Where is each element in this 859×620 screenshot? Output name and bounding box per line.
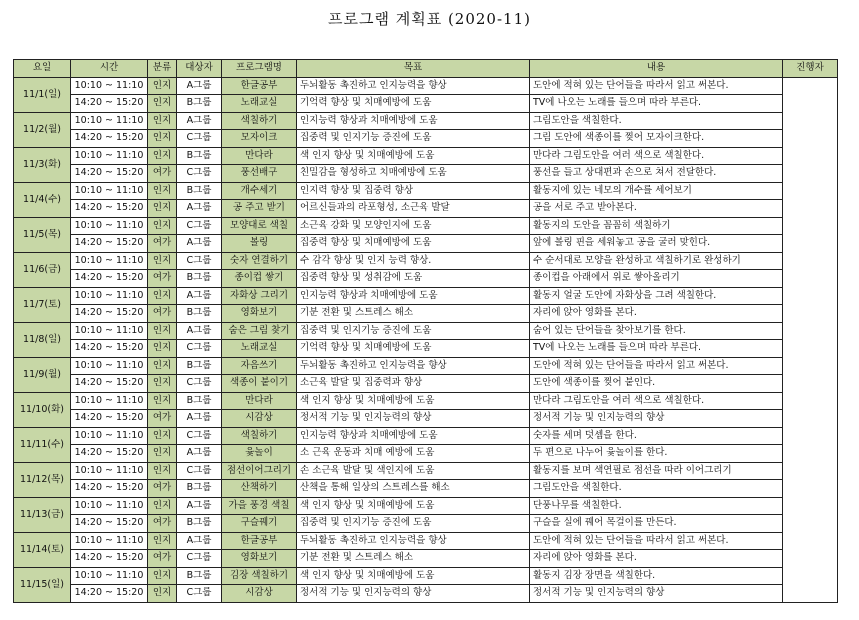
program-cell: 볼링 [222,235,297,253]
content-cell: 만다라 그림도안을 여러 색으로 색칠한다. [530,147,783,165]
header-goal: 목표 [297,60,530,78]
goal-cell: 정서적 기능 및 인지능력의 향상 [297,410,530,428]
program-cell: 영화보기 [222,550,297,568]
group-cell: A그룹 [177,77,222,95]
time-cell: 14:20 ~ 15:20 [71,585,148,603]
time-cell: 10:10 ~ 11:10 [71,427,148,445]
type-cell: 여가 [148,270,177,288]
content-cell: 두 편으로 나누어 윷놀이를 한다. [530,445,783,463]
goal-cell: 소근육 강화 및 모양인지에 도움 [297,217,530,235]
table-row [14,410,838,428]
type-cell: 인지 [148,130,177,148]
type-cell: 인지 [148,357,177,375]
table-row [14,427,838,445]
group-cell: A그룹 [177,497,222,515]
type-cell: 인지 [148,252,177,270]
goal-cell: 인지력 향상 및 집중력 향상 [297,182,530,200]
group-cell: C그룹 [177,165,222,183]
type-cell: 여가 [148,410,177,428]
goal-cell: 수 감각 향상 및 인지 능력 향상. [297,252,530,270]
group-cell: B그룹 [177,182,222,200]
type-cell: 여가 [148,480,177,498]
group-cell: C그룹 [177,375,222,393]
type-cell: 여가 [148,235,177,253]
type-cell: 인지 [148,427,177,445]
group-cell: C그룹 [177,462,222,480]
type-cell: 인지 [148,340,177,358]
program-cell: 산책하기 [222,480,297,498]
group-cell: A그룹 [177,287,222,305]
day-cell: 11/11(수) [14,427,71,462]
program-cell: 자음쓰기 [222,357,297,375]
content-cell: 공을 서로 주고 받아본다. [530,200,783,218]
time-cell: 14:20 ~ 15:20 [71,550,148,568]
header-type: 분류 [148,60,177,78]
goal-cell: 인지능력 향상과 치매예방에 도움 [297,112,530,130]
program-cell: 영화보기 [222,305,297,323]
day-cell: 11/10(화) [14,392,71,427]
type-cell: 인지 [148,182,177,200]
content-cell: 풍선을 들고 상대편과 손으로 쳐서 전달한다. [530,165,783,183]
type-cell: 여가 [148,165,177,183]
time-cell: 10:10 ~ 11:10 [71,532,148,550]
time-cell: 14:20 ~ 15:20 [71,340,148,358]
content-cell: 정서적 기능 및 인지능력의 향상 [530,410,783,428]
content-cell: TV에 나오는 노래를 들으며 따라 부른다. [530,340,783,358]
day-cell: 11/2(월) [14,112,71,147]
type-cell: 인지 [148,445,177,463]
group-cell: C그룹 [177,585,222,603]
type-cell: 인지 [148,147,177,165]
goal-cell: 소근육 발달 및 집중력과 향상 [297,375,530,393]
day-cell: 11/12(목) [14,462,71,497]
time-cell: 10:10 ~ 11:10 [71,112,148,130]
time-cell: 14:20 ~ 15:20 [71,235,148,253]
time-cell: 10:10 ~ 11:10 [71,357,148,375]
time-cell: 14:20 ~ 15:20 [71,130,148,148]
content-cell: 정서적 기능 및 인지능력의 향상 [530,585,783,603]
group-cell: B그룹 [177,147,222,165]
header-row [14,60,838,78]
program-cell: 시감상 [222,585,297,603]
type-cell: 인지 [148,95,177,113]
type-cell: 인지 [148,392,177,410]
day-cell: 11/13(금) [14,497,71,532]
group-cell: B그룹 [177,567,222,585]
content-cell: 구슬을 실에 꿰어 목걸이를 만든다. [530,515,783,533]
goal-cell: 인지능력 향상과 치매예방에 도움 [297,427,530,445]
table-row [14,217,838,235]
program-cell: 개수세기 [222,182,297,200]
time-cell: 14:20 ~ 15:20 [71,95,148,113]
program-cell: 모자이크 [222,130,297,148]
time-cell: 14:20 ~ 15:20 [71,305,148,323]
type-cell: 인지 [148,322,177,340]
type-cell: 인지 [148,112,177,130]
day-cell: 11/7(토) [14,287,71,322]
time-cell: 14:20 ~ 15:20 [71,445,148,463]
group-cell: A그룹 [177,200,222,218]
program-cell: 모양대로 색칠 [222,217,297,235]
goal-cell: 집중력 향상 및 치매예방에 도움 [297,235,530,253]
program-cell: 한글공부 [222,532,297,550]
table-row [14,287,838,305]
group-cell: C그룹 [177,130,222,148]
table-row [14,532,838,550]
goal-cell: 손 소근육 발달 및 색인지에 도움 [297,462,530,480]
table-row [14,235,838,253]
goal-cell: 산책을 통해 일상의 스트레스를 해소 [297,480,530,498]
table-row [14,392,838,410]
table-row [14,112,838,130]
program-cell: 공 주고 받기 [222,200,297,218]
program-cell: 점선이어그리기 [222,462,297,480]
group-cell: B그룹 [177,357,222,375]
time-cell: 14:20 ~ 15:20 [71,165,148,183]
program-cell: 자화상 그리기 [222,287,297,305]
time-cell: 10:10 ~ 11:10 [71,287,148,305]
table-row [14,515,838,533]
time-cell: 10:10 ~ 11:10 [71,567,148,585]
content-cell: 활동지의 도안을 꼼꼼히 색칠하기 [530,217,783,235]
table-row [14,375,838,393]
group-cell: A그룹 [177,112,222,130]
program-cell: 색칠하기 [222,112,297,130]
goal-cell: 색 인지 향상 및 치매예방에 도움 [297,567,530,585]
content-cell: 도안에 적혀 있는 단어들을 따라서 읽고 써본다. [530,357,783,375]
type-cell: 인지 [148,462,177,480]
program-cell: 구슬꿰기 [222,515,297,533]
program-cell: 윷놀이 [222,445,297,463]
table-row [14,270,838,288]
content-cell: 활동지를 보며 색연필로 점선을 따라 이어그리기 [530,462,783,480]
day-cell: 11/4(수) [14,182,71,217]
time-cell: 10:10 ~ 11:10 [71,322,148,340]
time-cell: 14:20 ~ 15:20 [71,410,148,428]
content-cell: 자리에 앉아 영화를 본다. [530,305,783,323]
table-row [14,147,838,165]
content-cell: 단풍나무를 색칠한다. [530,497,783,515]
goal-cell: 집중력 향상 및 성취감에 도움 [297,270,530,288]
time-cell: 14:20 ~ 15:20 [71,515,148,533]
header-group: 대상자 [177,60,222,78]
group-cell: C그룹 [177,340,222,358]
table-row [14,445,838,463]
content-cell: 앞에 볼링 핀을 세워놓고 공을 굴러 맞힌다. [530,235,783,253]
type-cell: 인지 [148,567,177,585]
goal-cell: 기억력 향상 및 치매예방에 도움 [297,340,530,358]
table-row [14,480,838,498]
time-cell: 10:10 ~ 11:10 [71,462,148,480]
group-cell: B그룹 [177,515,222,533]
program-cell: 한글공부 [222,77,297,95]
program-cell: 김장 색칠하기 [222,567,297,585]
leader-cell [783,77,838,602]
goal-cell: 집중력 및 인지기능 증진에 도움 [297,515,530,533]
goal-cell: 집중력 및 인지기능 증진에 도움 [297,130,530,148]
day-cell: 11/6(금) [14,252,71,287]
table-row [14,497,838,515]
goal-cell: 두뇌활동 촉진하고 인지능력을 향상 [297,77,530,95]
time-cell: 14:20 ~ 15:20 [71,480,148,498]
day-cell: 11/5(목) [14,217,71,252]
content-cell: 활동지에 있는 네모의 개수를 세어보기 [530,182,783,200]
time-cell: 10:10 ~ 11:10 [71,217,148,235]
program-cell: 노래교실 [222,340,297,358]
program-cell: 만다라 [222,392,297,410]
content-cell: 자리에 앉아 영화를 본다. [530,550,783,568]
table-row [14,305,838,323]
program-cell: 색종이 붙이기 [222,375,297,393]
type-cell: 인지 [148,585,177,603]
content-cell: 그림 도안에 색종이를 찢어 모자이크한다. [530,130,783,148]
header-leader: 진행자 [783,60,838,78]
goal-cell: 친밀감을 형성하고 치매예방에 도움 [297,165,530,183]
group-cell: C그룹 [177,427,222,445]
group-cell: B그룹 [177,305,222,323]
table-row [14,357,838,375]
table-row [14,165,838,183]
program-cell: 종이컵 쌓기 [222,270,297,288]
type-cell: 인지 [148,375,177,393]
table-row [14,182,838,200]
time-cell: 14:20 ~ 15:20 [71,375,148,393]
page-title: 프로그램 계획표 (2020-11) [327,10,531,28]
type-cell: 여가 [148,515,177,533]
time-cell: 14:20 ~ 15:20 [71,270,148,288]
goal-cell: 색 인지 향상 및 치매예방에 도움 [297,147,530,165]
content-cell: 도안에 적혀 있는 단어들을 따라서 읽고 써본다. [530,532,783,550]
table-row [14,550,838,568]
group-cell: C그룹 [177,217,222,235]
table-row [14,322,838,340]
table-row [14,567,838,585]
group-cell: A그룹 [177,235,222,253]
header-content: 내용 [530,60,783,78]
goal-cell: 집중력 및 인지기능 증진에 도움 [297,322,530,340]
goal-cell: 색 인지 향상 및 치매예방에 도움 [297,392,530,410]
day-cell: 11/1(일) [14,77,71,112]
type-cell: 인지 [148,77,177,95]
type-cell: 여가 [148,305,177,323]
program-cell: 노래교실 [222,95,297,113]
content-cell: 숫자를 세며 덧셈을 한다. [530,427,783,445]
group-cell: A그룹 [177,410,222,428]
program-cell: 가을 풍경 색칠 [222,497,297,515]
program-cell: 색칠하기 [222,427,297,445]
group-cell: B그룹 [177,392,222,410]
table-row [14,340,838,358]
content-cell: 종이컵을 아래에서 위로 쌓아올리기 [530,270,783,288]
goal-cell: 두뇌활동 촉진하고 인지능력을 향상 [297,357,530,375]
type-cell: 인지 [148,287,177,305]
time-cell: 10:10 ~ 11:10 [71,497,148,515]
group-cell: B그룹 [177,95,222,113]
group-cell: A그룹 [177,445,222,463]
table-row [14,200,838,218]
type-cell: 인지 [148,200,177,218]
header-day: 요일 [14,60,71,78]
day-cell: 11/8(일) [14,322,71,357]
goal-cell: 두뇌활동 촉진하고 인지능력을 향상 [297,532,530,550]
goal-cell: 색 인지 향상 및 치매예방에 도움 [297,497,530,515]
content-cell: 활동지 김장 장면을 색칠한다. [530,567,783,585]
content-cell: 도안에 적혀 있는 단어들을 따라서 읽고 써본다. [530,77,783,95]
header-program: 프로그램명 [222,60,297,78]
content-cell: 활동지 얼굴 도안에 자화상을 그려 색칠한다. [530,287,783,305]
time-cell: 14:20 ~ 15:20 [71,200,148,218]
table-row [14,77,838,95]
goal-cell: 소 근육 운동과 치매 예방에 도움 [297,445,530,463]
content-cell: 도안에 색종이를 찢어 붙인다. [530,375,783,393]
type-cell: 인지 [148,497,177,515]
table-row [14,462,838,480]
table-row [14,252,838,270]
group-cell: A그룹 [177,322,222,340]
group-cell: B그룹 [177,270,222,288]
content-cell: 그림도안을 색칠한다. [530,112,783,130]
program-cell: 풍선배구 [222,165,297,183]
time-cell: 10:10 ~ 11:10 [71,392,148,410]
goal-cell: 정서적 기능 및 인지능력의 향상 [297,585,530,603]
header-time: 시간 [71,60,148,78]
table-row [14,130,838,148]
goal-cell: 인지능력 향상과 치매예방에 도움 [297,287,530,305]
content-cell: 그림도안을 색칠한다. [530,480,783,498]
content-cell: 숨어 있는 단어들을 찾아보기를 한다. [530,322,783,340]
content-cell: 만다라 그림도안을 여러 색으로 색칠한다. [530,392,783,410]
type-cell: 인지 [148,217,177,235]
day-cell: 11/14(토) [14,532,71,567]
program-cell: 숨은 그림 찾기 [222,322,297,340]
type-cell: 여가 [148,550,177,568]
program-schedule-table [13,59,838,603]
type-cell: 인지 [148,532,177,550]
group-cell: B그룹 [177,480,222,498]
day-cell: 11/9(월) [14,357,71,392]
group-cell: A그룹 [177,532,222,550]
goal-cell: 기분 전환 및 스트레스 해소 [297,305,530,323]
time-cell: 10:10 ~ 11:10 [71,77,148,95]
group-cell: C그룹 [177,550,222,568]
group-cell: C그룹 [177,252,222,270]
program-cell: 숫자 연결하기 [222,252,297,270]
time-cell: 10:10 ~ 11:10 [71,252,148,270]
day-cell: 11/3(화) [14,147,71,182]
content-cell: 수 순서대로 모양을 완성하고 색칠하기로 완성하기 [530,252,783,270]
content-cell: TV에 나오는 노래를 들으며 따라 부른다. [530,95,783,113]
day-cell: 11/15(일) [14,567,71,602]
table-row [14,585,838,603]
program-cell: 시감상 [222,410,297,428]
goal-cell: 어르신들과의 라포형성, 소근육 발달 [297,200,530,218]
table-row [14,95,838,113]
goal-cell: 기분 전환 및 스트레스 해소 [297,550,530,568]
time-cell: 10:10 ~ 11:10 [71,182,148,200]
schedule-body [14,77,838,602]
time-cell: 10:10 ~ 11:10 [71,147,148,165]
program-cell: 만다라 [222,147,297,165]
goal-cell: 기억력 향상 및 치매예방에 도움 [297,95,530,113]
